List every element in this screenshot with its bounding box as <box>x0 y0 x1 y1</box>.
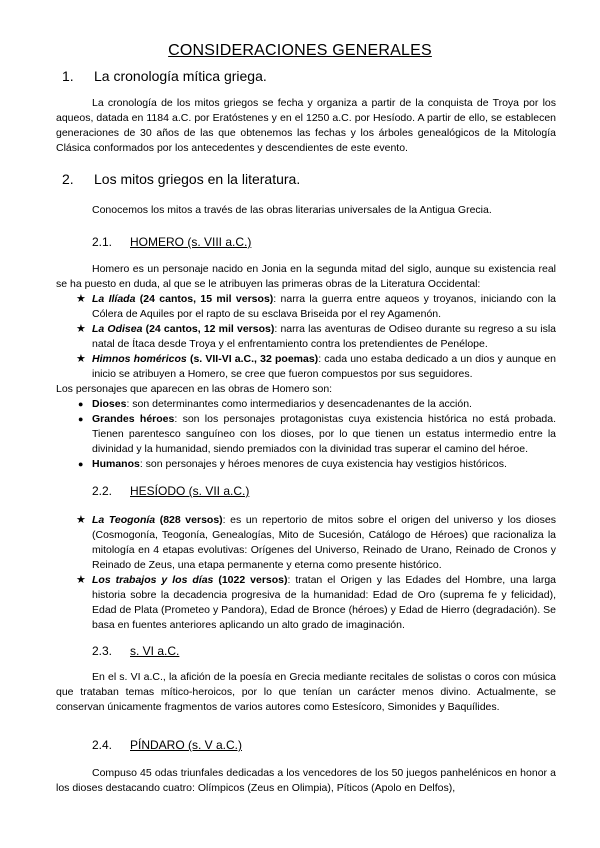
character-term: Dioses <box>92 398 127 410</box>
star-icon: ★ <box>76 323 86 335</box>
subsection-2-4-heading <box>92 738 242 752</box>
section-2-paragraph: Conocemos los mitos a través de las obras literarias universales de la Antigua Grecia. <box>92 204 492 216</box>
work-title: La Ilíada <box>92 293 136 305</box>
subsection-number: 2.2. <box>92 484 113 498</box>
subsection-title: HESÍODO (s. VII a.C.) <box>130 484 250 498</box>
page-title: CONSIDERACIONES GENERALES <box>168 42 432 59</box>
work-description: : tratan el Origen y las Edades del Hombre, una larga historia sobre la decadencia progresiva de la humanidad: Edad de Oro (suprema fe y felicidad), Edad de Plata (Prometeo y Pandora), Edad de Bronce (héroes) y Edad de Hierro (degradación). Se basa en fuentes anteriores aplicando un alto grado de imaginación. <box>92 574 556 631</box>
subsection-number: 2.1. <box>92 235 113 249</box>
work-description: : narra la guerra entre aqueos y troyanos, iniciando con la Cólera de Aquiles por el rapto de su esclava Briseida por el rey Agamenón. <box>92 293 556 320</box>
work-title: La Odisea <box>92 323 143 335</box>
hesiodo-works-list <box>56 513 556 633</box>
character-term: Grandes héroes <box>92 413 175 425</box>
section-1-paragraph: La cronología de los mitos griegos se fecha y organiza a partir de la conquista de Troya por los aqueos, datada en 1184 a.C. por Eratóstenes y en el 1250 a.C. por Hesíodo. A partir de ello, se establecen generaciones de 30 años de las que obtenemos las fechas y los árboles genealógicos de la Mitología Clásica conformados por los antecedentes y descendientes de este evento. <box>56 97 556 154</box>
star-icon: ★ <box>76 353 86 365</box>
section-title: La cronología mítica griega. <box>94 68 267 84</box>
section-2-3-paragraph: En el s. VI a.C., la afición de la poesía en Grecia mediante recitales de solistas o coros con música que trataban temas mítico-heroicos, por lo que tenían un carácter menos divino. Actualmente, se conservan únicamente fragmentos de varios autores como Estesícoro, Simonides y Baquílides. <box>56 671 556 713</box>
work-description: : es un repertorio de mitos sobre el origen del universo y los dioses (Cosmogonía, Teogonía, Genealogías, Mito de Sucesión, Catálogo de Héroes) que racionaliza la mitología en 4 etapas evolutivas: Orígenes del Universo, Reinado de Urano, Reinado de Cronos y Reinado de Zeus, una etapa permanente y eterna como presente histórico. <box>92 514 556 571</box>
subsection-title: s. VI a.C. <box>130 644 180 658</box>
list-item <box>56 322 556 352</box>
list-item <box>56 292 556 322</box>
homero-works-list <box>56 292 556 382</box>
work-title: La Teogonía <box>92 514 156 526</box>
work-description: : narra las aventuras de Odiseo durante su regreso a su isla natal de Ítaca desde Troya y el enfrentamiento contra los pretendientes de Penélope. <box>92 323 556 350</box>
homero-characters-list <box>56 397 556 472</box>
section-1-heading <box>62 68 267 84</box>
character-description: : son determinantes como intermediarios y desencadenantes de la acción. <box>126 398 472 410</box>
list-item <box>56 573 556 633</box>
character-description: : son los personajes protagonistas cuya existencia histórica no está probada. Tienen parentesco sanguíneo con los dioses, por lo que tienen un estatus intermedio entre la divinidad y la humanidad, siendo premiados con la divinidad tras superar el camino del héroe. <box>92 413 557 455</box>
work-info: (828 versos) <box>155 514 223 526</box>
subsection-2-3-heading <box>92 644 179 658</box>
bullet-icon: ● <box>78 399 84 409</box>
characters-intro: Los personajes que aparecen en las obras de Homero son: <box>56 383 333 395</box>
work-description: : cada uno estaba dedicado a un dios y aunque en inicio se atribuyen a Homero, se cree que fueron compuestos por sus seguidores. <box>92 353 556 380</box>
section-2-heading <box>62 171 300 187</box>
work-title: Los trabajos y los días <box>92 574 214 586</box>
homero-intro-paragraph: Homero es un personaje nacido en Jonia en la segunda mitad del siglo, aunque su existencia real se ha puesto en duda, al que se le atribuyen las primeras obras de la Literatura Occidental: <box>56 263 556 290</box>
work-info: (24 cantos, 15 mil versos) <box>135 293 274 305</box>
character-term: Humanos <box>92 458 140 470</box>
subsection-number: 2.3. <box>92 644 113 658</box>
section-number: 2. <box>62 171 74 187</box>
star-icon: ★ <box>76 293 86 305</box>
list-item <box>56 397 556 412</box>
work-info: (1022 versos) <box>213 574 288 586</box>
star-icon: ★ <box>76 574 86 586</box>
subsection-number: 2.4. <box>92 738 113 752</box>
subsection-title: PÍNDARO (s. V a.C.) <box>130 738 243 752</box>
work-info: (s. VII-VI a.C., 32 poemas) <box>186 353 319 365</box>
list-item <box>56 457 556 472</box>
list-item <box>56 352 556 382</box>
work-info: (24 cantos, 12 mil versos) <box>142 323 275 335</box>
section-title: Los mitos griegos en la literatura. <box>94 171 301 187</box>
star-icon: ★ <box>76 514 86 526</box>
list-item <box>56 412 556 457</box>
work-title: Himnos homéricos <box>92 353 187 365</box>
list-item <box>56 513 556 573</box>
subsection-2-1-heading <box>92 235 251 249</box>
subsection-title: HOMERO (s. VIII a.C.) <box>130 235 252 249</box>
bullet-icon: ● <box>78 414 84 424</box>
section-number: 1. <box>62 68 74 84</box>
subsection-2-2-heading <box>92 484 249 498</box>
section-2-4-paragraph: Compuso 45 odas triunfales dedicadas a los vencedores de los 50 juegos panhelénicos en honor a los dioses destacando cuatro: Olímpicos (Zeus en Olimpia), Píticos (Apolo en Delfos), <box>56 767 556 794</box>
bullet-icon: ● <box>78 459 84 469</box>
character-description: : son personajes y héroes menores de cuya existencia hay vestigios históricos. <box>139 458 507 470</box>
